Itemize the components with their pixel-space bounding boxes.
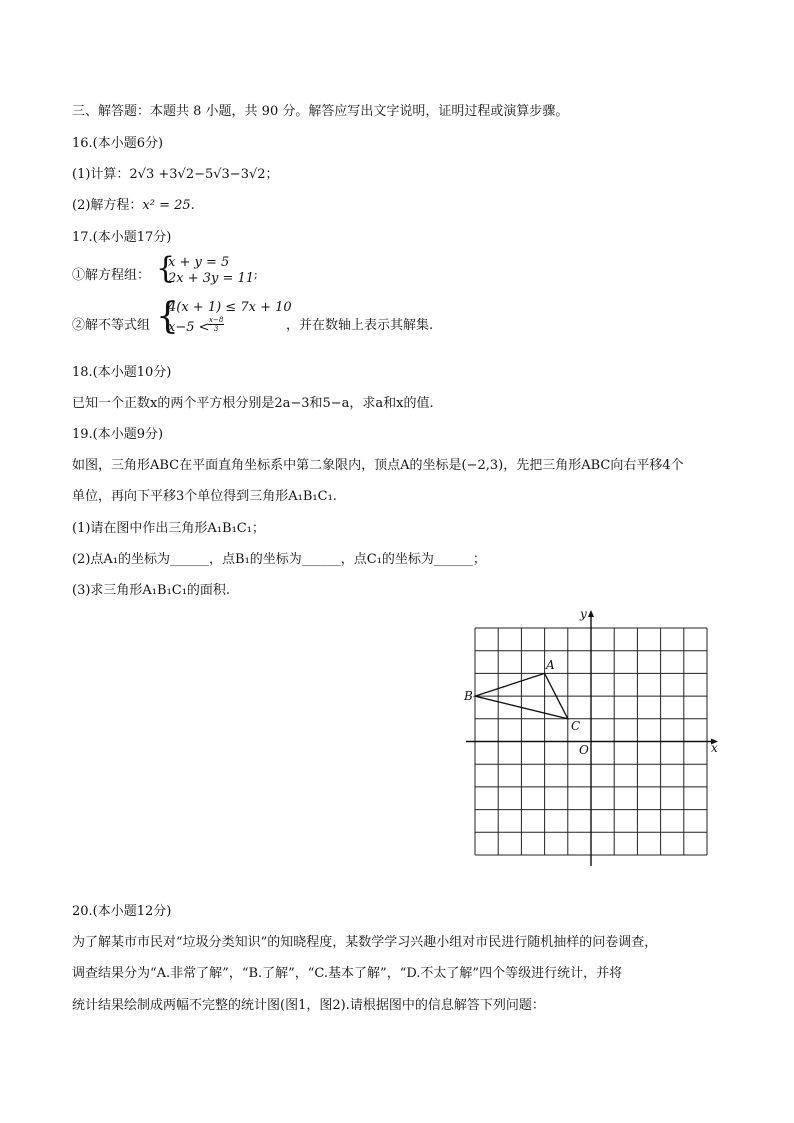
inequality-row-1: 4(x + 1) ≤ 7x + 10 [168, 300, 292, 315]
q16-part1: (1)计算：2√3 +3√2−5√3−3√2； [72, 167, 279, 182]
q18-text: 已知一个正数x的两个平方根分别是2a−3和5−a，求a和x的值. [72, 396, 434, 411]
q19-line2: 单位，再向下平移3个单位得到三角形A₁B₁C₁. [72, 489, 337, 504]
q19-part1: (1)请在图中作出三角形A₁B₁C₁； [72, 521, 265, 536]
q16-part2-prefix: (2)解方程： [72, 198, 143, 213]
q16-header: 16.(本小题6分) [72, 136, 164, 151]
point-c-label: C [571, 719, 581, 733]
point-b-label: B [464, 689, 473, 703]
q19-header: 19.(本小题9分) [72, 427, 164, 442]
q16-part2-equation: x² = 25. [142, 198, 195, 213]
q17-part1-label: ①解方程组： [72, 268, 151, 283]
q17-part1 [72, 251, 372, 290]
q19-line1: 如图，三角形ABC在平面直角坐标系中第二象限内，顶点A的坐标是(−2,3)，先把三角形ABC向右平移4个 [72, 458, 684, 473]
q16-part2 [72, 197, 195, 215]
fraction [208, 316, 224, 333]
semicolon: ; [254, 268, 258, 281]
x-axis-label: x [711, 741, 718, 755]
q19-part3: (3)求三角形A₁B₁C₁的面积. [72, 583, 231, 598]
fraction-numerator: x−8 [209, 316, 224, 324]
q19-part2: (2)点A₁的坐标为______，点B₁的坐标为______，点C₁的坐标为______； [72, 552, 486, 567]
inequality-row-2: x−5 < [168, 320, 210, 335]
y-axis-label: y [580, 607, 587, 621]
q18-header: 18.(本小题10分) [72, 365, 172, 380]
point-a-label: A [546, 658, 555, 672]
q20-line1: 为了解某市市民对“垃圾分类知识”的知晓程度，某数学学习兴趣小组对市民进行随机抽样的问卷调查， [72, 935, 658, 950]
q20-header: 20.(本小题12分) [72, 904, 172, 919]
q17-part2-label: ②解不等式组 [72, 318, 151, 333]
equation-row-2: 2x + 3y = 11 [168, 271, 255, 286]
q20-line3: 统计结果绘制成两幅不完整的统计图(图1，图2).请根据图中的信息解答下列问题： [72, 998, 545, 1013]
fraction-denominator: 3 [213, 325, 219, 333]
left-brace: { [156, 296, 179, 337]
q20-line2: 调查结果分为“A.非常了解”，“B.了解”，“C.基本了解”，“D.不太了解”四个等级进行统计，并将 [72, 966, 623, 981]
coordinate-grid-figure [462, 604, 724, 870]
equation-row-1: x + y = 5 [168, 255, 230, 270]
q17-part2-suffix: ，并在数轴上表示其解集. [286, 318, 434, 333]
origin-label: O [579, 743, 589, 757]
q17-header: 17.(本小题17分) [72, 230, 172, 245]
left-brace: { [156, 251, 176, 286]
q17-part2 [72, 298, 492, 344]
section-title: 三、解答题：本题共 8 小题，共 90 分。解答应写出文字说明，证明过程或演算步骤。 [72, 104, 569, 119]
y-axis-arrow [588, 610, 594, 617]
